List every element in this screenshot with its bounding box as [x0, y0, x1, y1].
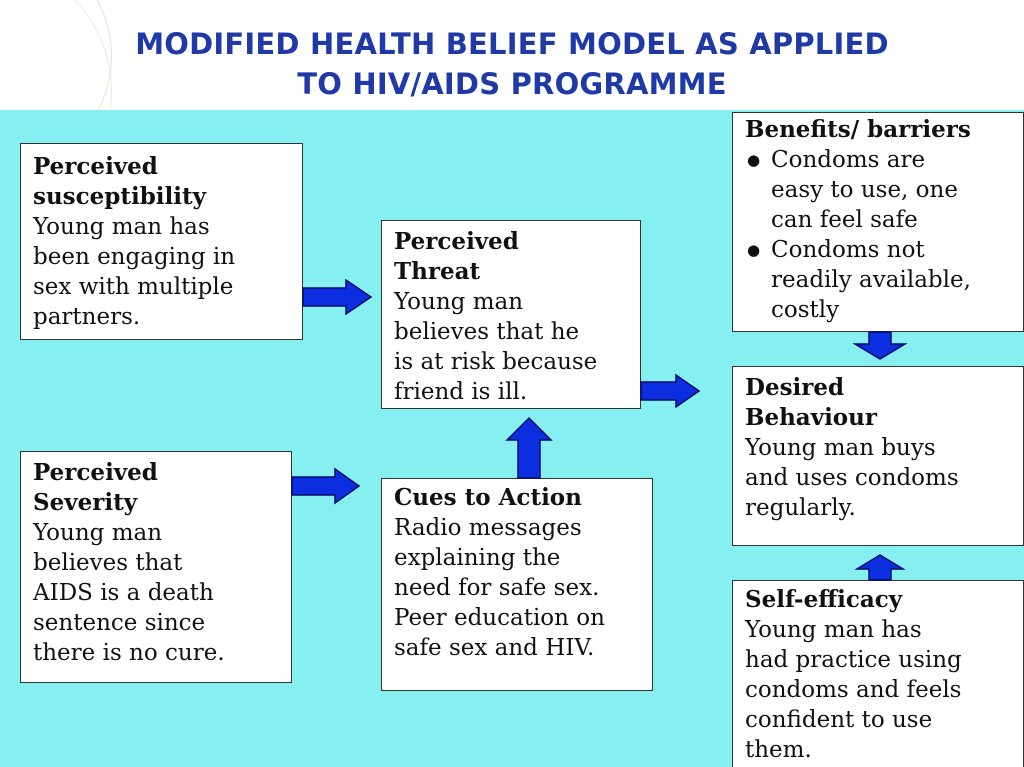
- behaviour-line: regularly.: [745, 495, 856, 521]
- benefits-item-line: costly: [771, 297, 840, 323]
- benefits-item: [747, 235, 1019, 325]
- efficacy-line: condoms and feels: [745, 677, 962, 703]
- susceptibility-line: been engaging in: [33, 244, 236, 270]
- threat-line: is at risk because: [394, 349, 598, 375]
- severity-line: believes that: [33, 550, 183, 576]
- severity-line: AIDS is a death: [33, 580, 214, 606]
- title-line-2: TO HIV/AIDS PROGRAMME: [297, 67, 727, 101]
- efficacy-line: Young man has: [745, 617, 922, 643]
- benefits-list: [745, 145, 1019, 325]
- cues-line: Peer education on: [394, 605, 605, 631]
- threat-heading-2: Threat: [394, 258, 481, 285]
- severity-heading-2: Severity: [33, 489, 138, 516]
- bullet-icon: ●: [747, 151, 761, 169]
- susceptibility-line: partners.: [33, 304, 141, 330]
- box-desired-behaviour: [732, 366, 1024, 546]
- susceptibility-heading-1: Perceived: [33, 153, 158, 180]
- susceptibility-heading-2: susceptibility: [33, 183, 206, 210]
- cues-heading: Cues to Action: [394, 484, 582, 511]
- benefits-item-line: readily available,: [771, 267, 971, 293]
- benefits-item: [747, 145, 1019, 235]
- benefits-heading: Benefits/ barriers: [745, 116, 971, 143]
- cues-line: safe sex and HIV.: [394, 635, 595, 661]
- cues-line: need for safe sex.: [394, 575, 600, 601]
- cues-line: Radio messages: [394, 515, 582, 541]
- susceptibility-line: Young man has: [33, 214, 210, 240]
- cues-line: explaining the: [394, 545, 561, 571]
- threat-line: Young man: [394, 289, 524, 315]
- box-self-efficacy: [732, 580, 1024, 767]
- efficacy-heading: Self-efficacy: [745, 586, 903, 613]
- threat-line: believes that he: [394, 319, 580, 345]
- efficacy-line: them.: [745, 737, 812, 763]
- behaviour-heading-1: Desired: [745, 374, 845, 401]
- threat-heading-1: Perceived: [394, 228, 519, 255]
- title-line-1: MODIFIED HEALTH BELIEF MODEL AS APPLIED: [135, 27, 889, 61]
- severity-line: there is no cure.: [33, 640, 225, 666]
- benefits-item-line: easy to use, one: [771, 177, 958, 203]
- box-perceived-susceptibility: [20, 143, 303, 340]
- susceptibility-line: sex with multiple: [33, 274, 234, 300]
- efficacy-line: confident to use: [745, 707, 933, 733]
- severity-line: Young man: [33, 520, 163, 546]
- behaviour-line: Young man buys: [745, 435, 936, 461]
- benefits-item-line: Condoms not: [771, 237, 925, 263]
- behaviour-heading-2: Behaviour: [745, 404, 877, 431]
- efficacy-line: had practice using: [745, 647, 962, 673]
- page-title: [0, 24, 1024, 104]
- severity-heading-1: Perceived: [33, 459, 158, 486]
- threat-line: friend is ill.: [394, 379, 528, 405]
- box-perceived-threat: [381, 220, 641, 409]
- box-cues-to-action: [381, 478, 653, 691]
- bullet-icon: ●: [747, 241, 761, 259]
- severity-line: sentence since: [33, 610, 206, 636]
- benefits-item-line: can feel safe: [771, 207, 918, 233]
- box-benefits-barriers: [732, 112, 1024, 332]
- behaviour-line: and uses condoms: [745, 465, 959, 491]
- box-perceived-severity: [20, 451, 292, 683]
- benefits-item-line: Condoms are: [771, 147, 926, 173]
